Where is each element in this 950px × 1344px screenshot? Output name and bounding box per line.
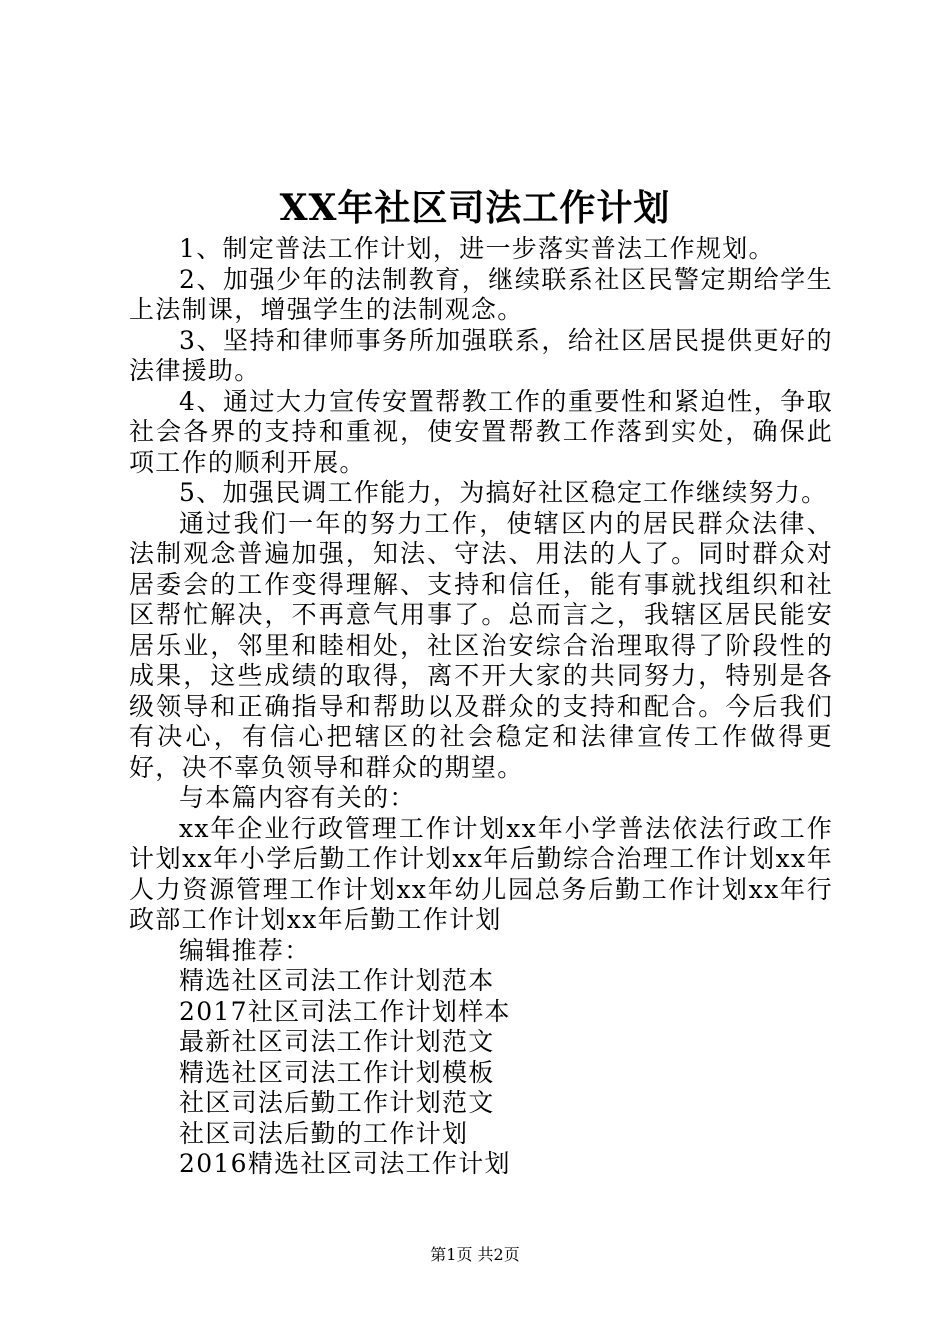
recommendation-item: 最新社区司法工作计划范文 (179, 1027, 495, 1056)
recommendation-item: 精选社区司法工作计划范本 (179, 966, 495, 995)
paragraph-item-2: 2、加强少年的法制教育，继续联系社区民警定期给学生上法制课，增强学生的法制观念。 (129, 264, 833, 324)
summary-paragraph: 通过我们一年的努力工作，使辖区内的居民群众法律、法制观念普遍加强，知法、守法、用法的人了。同时群众对居委会的工作变得理解、支持和信任，能有事就找组织和社区帮忙解决，不再意气用事了。总而言之，我辖区居民能安居乐业，邻里和睦相处，社区治安综合治理取得了阶段性的成果，这些成绩的取得，离不开大家的共同努力，特别是各级领导和正确指导和帮助以及群众的支持和配合。今后我们有决心，有信心把辖区的社会稳定和法律宣传工作做得更好，决不辜负领导和群众的期望。 (129, 508, 833, 782)
page-footer: 第1页 共2页 (430, 1245, 520, 1264)
paragraph-item-1: 1、制定普法工作计划，进一步落实普法工作规划。 (179, 234, 775, 263)
paragraph-item-3: 3、坚持和律师事务所加强联系，给社区居民提供更好的法律援助。 (129, 325, 833, 385)
recommendation-item: 2017社区司法工作计划样本 (179, 996, 511, 1026)
recommendation-item: 社区司法后勤工作计划范文 (179, 1088, 495, 1117)
related-heading: 与本篇内容有关的： (179, 783, 416, 812)
recommendation-item: 社区司法后勤的工作计划 (179, 1118, 469, 1148)
related-links-paragraph: xx年企业行政管理工作计划xx年小学普法依法行政工作计划xx年小学后勤工作计划xx年后勤综合治理工作计划xx年人力资源管理工作计划xx年幼儿园总务后勤工作计划xx年行政部工作计划xx年后勤工作计划 (129, 813, 833, 934)
paragraph-item-5: 5、加强民调工作能力，为搞好社区稳定工作继续努力。 (179, 478, 828, 507)
recommendation-item: 2016精选社区司法工作计划 (179, 1149, 511, 1178)
recommendations-heading: 编辑推荐： (179, 935, 311, 965)
recommendation-item: 精选社区司法工作计划模板 (179, 1057, 495, 1087)
document-title: XX年社区司法工作计划 (279, 187, 671, 229)
paragraph-item-4: 4、通过大力宣传安置帮教工作的重要性和紧迫性，争取社会各界的支持和重视，使安置帮教工作落到实处，确保此项工作的顺利开展。 (129, 386, 833, 477)
recommendations-list (129, 966, 833, 1180)
document-body (129, 234, 833, 1180)
